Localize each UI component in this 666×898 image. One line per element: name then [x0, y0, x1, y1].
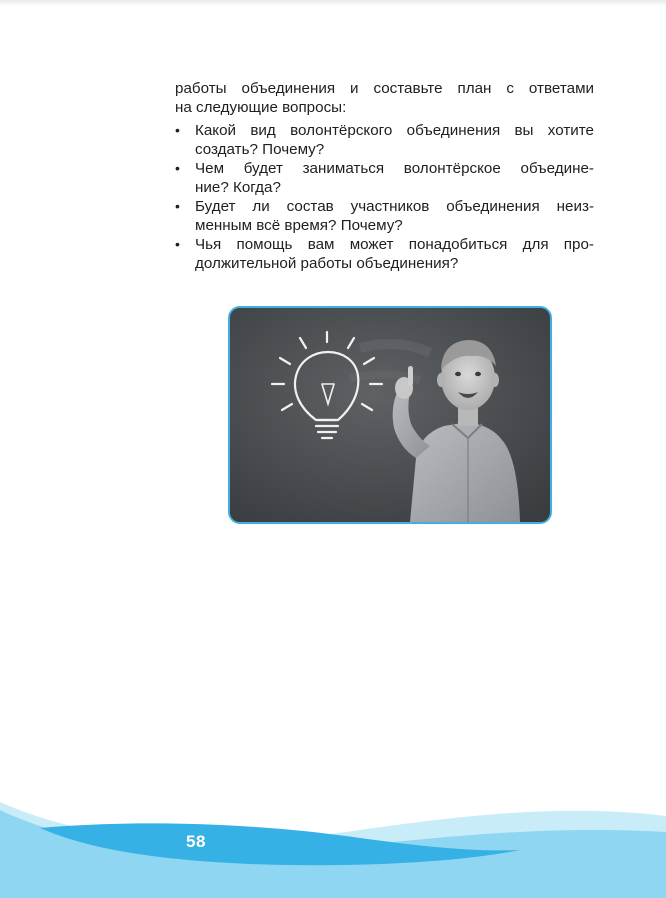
page-top-edge	[0, 0, 666, 6]
bullet-icon: •	[175, 122, 180, 138]
chalkboard-boy-image	[230, 308, 550, 522]
bullet-icon: •	[175, 198, 180, 214]
list-item	[175, 121, 594, 159]
list-item	[175, 197, 594, 235]
intro-line-2: на следующие вопросы:	[175, 99, 347, 116]
list-item-line: ние? Когда?	[195, 179, 281, 196]
list-item	[175, 159, 594, 197]
intro-line-1: работы объединения и составьте план с ответами	[175, 80, 594, 97]
list-item-line: Чья помощь вам может понадобиться для про-	[195, 236, 594, 253]
main-text	[175, 79, 594, 273]
list-item-line: Будет ли состав участников объединения неиз-	[195, 198, 594, 215]
list-item-line: Чем будет заниматься волонтёрское объедине-	[195, 160, 594, 177]
list-item-line: менным всё время? Почему?	[195, 217, 403, 234]
list-item-line: должительной работы объединения?	[195, 255, 459, 272]
illustration-photo	[228, 306, 552, 524]
list-item-line: создать? Почему?	[195, 141, 325, 158]
bullet-icon: •	[175, 236, 180, 252]
question-list	[175, 121, 594, 273]
list-item-line: Какой вид волонтёрского объединения вы хотите	[195, 122, 594, 139]
list-item	[175, 235, 594, 273]
footer-wave	[0, 790, 666, 898]
page-number: 58	[186, 832, 206, 851]
bullet-icon: •	[175, 160, 180, 176]
intro-paragraph	[175, 79, 594, 117]
